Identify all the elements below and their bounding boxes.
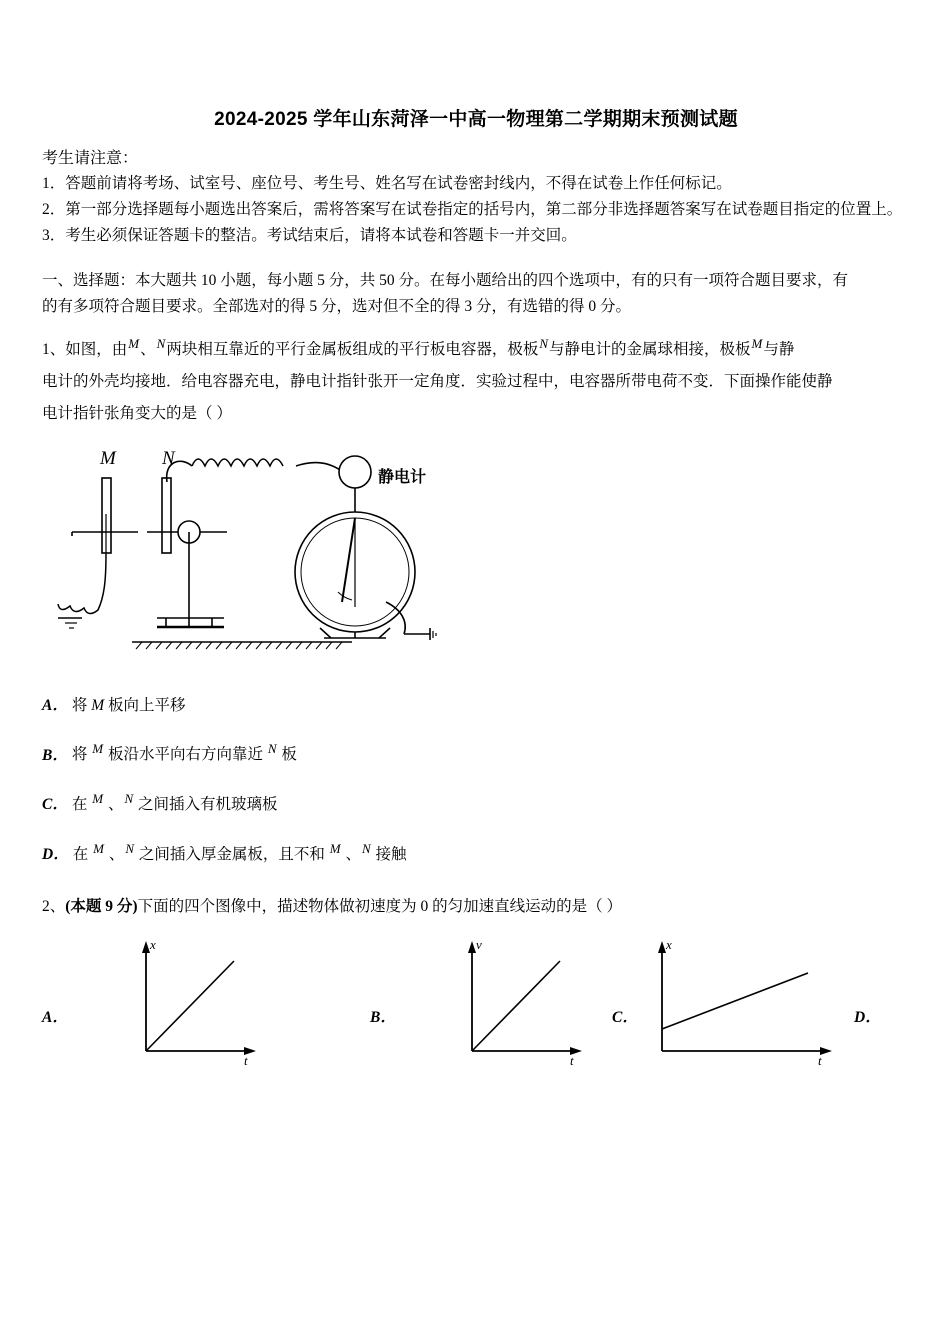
question-1-line-3: 电计指针张角变大的是（ ）	[42, 405, 232, 423]
notice-item-3: 3．考生必须保证答题卡的整洁。考试结束后，请将本试卷和答题卡一并交回。	[42, 227, 577, 245]
question-2-graphs	[42, 933, 910, 1083]
option-b-label: B．	[42, 746, 68, 764]
graph-label-a: A．	[42, 1008, 68, 1026]
figure-label-n: N	[162, 447, 175, 469]
question-2-number: 2、	[42, 898, 66, 916]
notice-item-1: 1．答题前请将考场、试室号、座位号、考生号、姓名写在试卷密封线内，不得在试卷上作任何标记。	[42, 175, 732, 192]
graph-b-x-label: t	[570, 1052, 574, 1068]
option-c-part-2: 、	[104, 796, 124, 814]
question-1	[42, 331, 910, 429]
question-1-option-c	[42, 787, 910, 820]
option-a-var: M	[91, 696, 105, 714]
q1-run-2: 、	[140, 341, 156, 359]
question-1-line-1	[42, 331, 910, 366]
page-title: 2024-2025 学年山东菏泽一中高一物理第二学期期末预测试题	[214, 109, 738, 130]
q1-run-8: 与静	[763, 341, 795, 359]
option-d-var-n1: N	[125, 840, 134, 856]
document-content	[42, 104, 910, 1083]
q1-var-N2: N	[539, 336, 548, 352]
question-1-option-b	[42, 737, 910, 770]
option-a-part-0: 将	[71, 696, 92, 714]
graph-b-y-label: v	[476, 936, 482, 952]
option-b-part-0: 将	[71, 746, 92, 764]
graph-c-x-label: t	[818, 1052, 822, 1068]
figure-label-m: M	[100, 447, 116, 469]
q1-run-6: 与静电计的金属球相接，极板	[549, 341, 751, 359]
graph-a	[94, 933, 264, 1078]
notice-heading: 考生请注意：	[42, 150, 139, 167]
electrometer-figure	[52, 442, 472, 674]
q1-var-N1: N	[156, 336, 166, 352]
graph-a-x-label: t	[244, 1052, 248, 1068]
option-d-part-8: 接触	[371, 845, 407, 863]
option-c-part-0: 在	[71, 796, 92, 814]
option-d-part-4: 之间插入厚金属板，且不和	[135, 845, 329, 863]
q1-run-0: 如图，由	[65, 341, 128, 359]
notice-item-2: 2．第一部分选择题每小题选出答案后，需将答案写在试卷指定的括号内，第二部分非选择题答案写在试卷题目指定的位置上。	[42, 201, 903, 219]
option-b-var-m: M	[92, 741, 104, 757]
option-a-part-2: 板向上平移	[104, 696, 186, 714]
graph-b	[420, 933, 590, 1078]
option-d-var-n2: N	[362, 840, 371, 856]
question-1-number: 1、	[42, 341, 66, 359]
graph-label-b: B．	[370, 1008, 396, 1026]
q1-run-4: 两块相互靠近的平行金属板组成的平行板电容器，极板	[166, 341, 539, 359]
question-2-text: 下面的四个图像中，描述物体做初速度为 0 的匀加速直线运动的是（ ）	[137, 898, 622, 916]
figure-label-electrometer: 静电计	[378, 468, 427, 486]
question-1-option-d	[42, 837, 910, 870]
option-b-part-2: 板沿水平向右方向靠近	[104, 746, 267, 764]
graph-a-y-label: x	[150, 936, 156, 952]
option-d-var-m1: M	[93, 840, 104, 856]
option-d-part-6: 、	[341, 845, 361, 863]
graph-c-y-label: x	[666, 936, 672, 952]
section-heading-line-1: 一、选择题：本大题共 10 小题，每小题 5 分，共 50 分。在每小题给出的四个选项中，有的只有一项符合题目要求，有	[42, 272, 849, 290]
question-2-bold: (本题 9 分)	[65, 898, 138, 916]
option-c-var-n: N	[124, 790, 134, 806]
option-d-part-0: 在	[72, 845, 93, 863]
q1-var-M1: M	[128, 336, 140, 352]
option-c-part-4: 之间插入有机玻璃板	[134, 796, 278, 814]
question-1-line-2: 电计的外壳均接地．给电容器充电，静电计指针张开一定角度．实验过程中，电容器所带电荷不变．下面操作能使静	[42, 373, 833, 391]
graph-c	[650, 933, 840, 1078]
question-2-line-1	[42, 891, 910, 923]
section-heading-line-2: 的有多项符合题目要求。全部选对的得 5 分，选对但不全的得 3 分，有选错的得 0 分。	[42, 297, 632, 315]
option-c-var-m: M	[92, 790, 104, 806]
option-d-part-2: 、	[104, 845, 125, 863]
graph-label-d: D．	[854, 1008, 881, 1026]
graph-label-c: C．	[612, 1008, 638, 1026]
option-d-label: D．	[42, 845, 69, 863]
question-2	[42, 891, 910, 923]
option-d-var-m2: M	[329, 840, 341, 856]
option-c-label: C．	[42, 796, 68, 814]
question-1-option-a	[42, 691, 910, 720]
option-a-label: A．	[42, 696, 68, 714]
option-b-var-n: N	[267, 741, 277, 757]
option-b-part-4: 板	[277, 746, 297, 764]
q1-var-M2: M	[751, 336, 763, 352]
